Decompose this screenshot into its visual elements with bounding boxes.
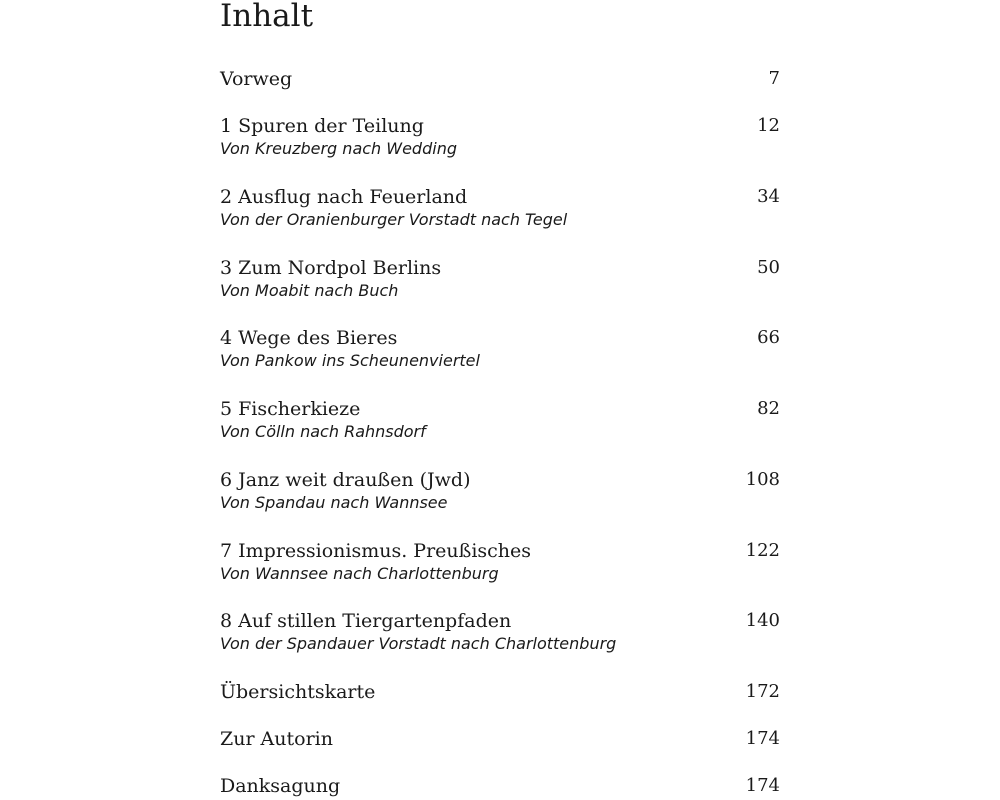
toc-entry-chapter-8 (220, 609, 780, 655)
entry-title: 2 Ausflug nach Feuerland (220, 186, 468, 208)
toc-entry-uebersichtskarte (220, 680, 780, 726)
entry-subtitle: Von Cölln nach Rahnsdorf (220, 422, 426, 441)
entry-page-number: 82 (757, 398, 780, 419)
entry-title: Danksagung (220, 775, 341, 797)
toc-entry-chapter-6 (220, 468, 780, 514)
entry-subtitle: Von der Spandauer Vorstadt nach Charlottenburg (220, 634, 617, 653)
entry-title: 4 Wege des Bieres (220, 327, 398, 349)
toc-entry-chapter-5 (220, 397, 780, 443)
toc-entry-zur-autorin (220, 727, 780, 773)
entry-page-number: 66 (757, 327, 780, 348)
entry-title: 6 Janz weit draußen (Jwd) (220, 469, 471, 491)
entry-page-number: 108 (745, 469, 780, 490)
toc-entry-danksagung (220, 774, 780, 800)
entry-title: 7 Impressionismus. Preußisches (220, 540, 532, 562)
entry-title: Übersichtskarte (220, 681, 376, 703)
toc-entry-chapter-4 (220, 326, 780, 372)
toc-entry-chapter-1 (220, 114, 780, 160)
entry-page-number: 122 (745, 540, 780, 561)
entry-page-number: 174 (745, 728, 780, 749)
entry-title: 3 Zum Nordpol Berlins (220, 257, 442, 279)
entry-page-number: 12 (757, 115, 780, 136)
entry-subtitle: Von Pankow ins Scheunenviertel (220, 351, 480, 370)
entry-page-number: 140 (745, 610, 780, 631)
entry-title: Vorweg (220, 68, 293, 90)
entry-page-number: 174 (745, 775, 780, 796)
entry-subtitle: Von Moabit nach Buch (220, 281, 399, 300)
toc-entry-chapter-3 (220, 256, 780, 302)
toc-entry-chapter-7 (220, 539, 780, 585)
toc-entry-chapter-2 (220, 185, 780, 231)
toc-entry-vorweg (220, 67, 780, 113)
entry-page-number: 50 (757, 257, 780, 278)
entry-title: 1 Spuren der Teilung (220, 115, 424, 137)
entry-subtitle: Von Wannsee nach Charlottenburg (220, 564, 499, 583)
entry-page-number: 34 (757, 186, 780, 207)
page-title: Inhalt (220, 0, 314, 34)
entry-page-number: 172 (745, 681, 780, 702)
entry-title: 8 Auf stillen Tiergartenpfaden (220, 610, 512, 632)
entry-subtitle: Von der Oranienburger Vorstadt nach Tegel (220, 210, 568, 229)
entry-subtitle: Von Spandau nach Wannsee (220, 493, 448, 512)
entry-title: Zur Autorin (220, 728, 333, 750)
entry-subtitle: Von Kreuzberg nach Wedding (220, 139, 457, 158)
entry-title: 5 Fischerkieze (220, 398, 361, 420)
entry-page-number: 7 (768, 68, 780, 89)
